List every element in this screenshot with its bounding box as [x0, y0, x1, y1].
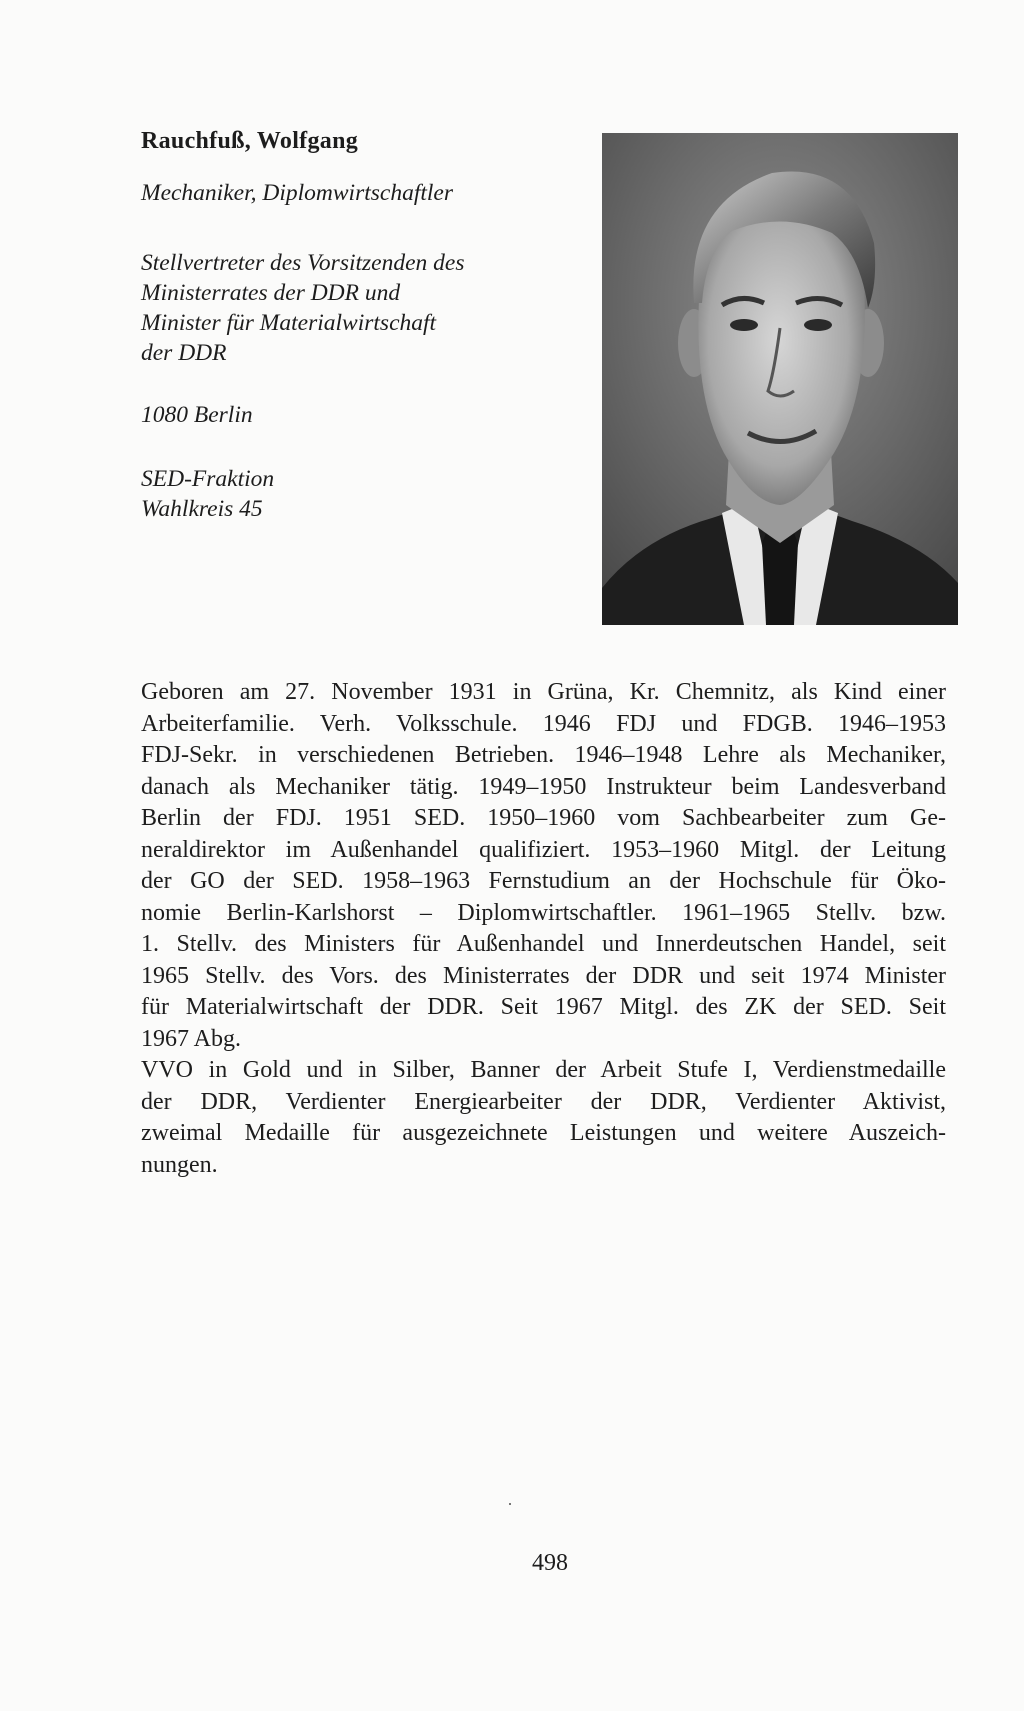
bio-line: 1. Stellv. des Ministers für Außenhandel und Innerdeutschen Handel, seit — [141, 931, 946, 957]
bio-line: neraldirektor im Außenhandel qualifiziert. 1953–1960 Mitgl. der Leitung — [141, 836, 946, 863]
position-block — [141, 248, 465, 368]
portrait-photo-icon — [602, 133, 958, 625]
bio-line: nomie Berlin-Karlshorst – Diplomwirtschaftler. 1961–1965 Stellv. bzw. — [141, 899, 946, 926]
bio-line: Arbeiterfamilie. Verh. Volksschule. 1946 FDJ und FDGB. 1946–1953 — [141, 710, 946, 737]
awards-line: zweimal Medaille für ausgezeichnete Leistungen und weitere Auszeich- — [141, 1120, 946, 1146]
bio-line: danach als Mechaniker tätig. 1949–1950 Instrukteur beim Landesverband — [141, 773, 946, 800]
bio-line: FDJ-Sekr. in verschiedenen Betrieben. 1946–1948 Lehre als Mechaniker, — [141, 742, 946, 768]
awards-line: der DDR, Verdienter Energiearbeiter der DDR, Verdienter Aktivist, — [141, 1088, 946, 1115]
bio-line: Geboren am 27. November 1931 in Grüna, Kr. Chemnitz, als Kind einer — [141, 679, 946, 705]
awards-line: VVO in Gold und in Silber, Banner der Arbeit Stufe I, Verdienstmedaille — [141, 1057, 946, 1083]
affiliation-block — [141, 464, 274, 524]
awards-line: nungen. — [141, 1151, 218, 1178]
entry-name: Rauchfuß, Wolfgang — [141, 128, 359, 154]
bio-line: der GO der SED. 1958–1963 Fernstudium an der Hochschule für Öko- — [141, 868, 946, 894]
bio-line: für Materialwirtschaft der DDR. Seit 1967 Mitgl. des ZK der SED. Seit — [141, 994, 946, 1020]
position-line: Ministerrates der DDR und — [141, 280, 401, 306]
biography — [141, 677, 946, 1181]
position-line: Minister für Materialwirtschaft — [141, 310, 437, 336]
bio-line: Berlin der FDJ. 1951 SED. 1950–1960 vom Sachbearbeiter zum Ge- — [141, 805, 946, 831]
residence: 1080 Berlin — [141, 402, 253, 428]
position-line: der DDR — [141, 340, 227, 366]
page-number: 498 — [532, 1550, 568, 1576]
bio-line: 1967 Abg. — [141, 1025, 242, 1052]
profession: Mechaniker, Diplomwirtschaftler — [141, 180, 453, 206]
position-line: Stellvertreter des Vorsitzenden des — [141, 250, 465, 276]
bio-line: 1965 Stellv. des Vors. des Ministerrates der DDR und seit 1974 Minister — [141, 962, 946, 989]
constituency: Wahlkreis 45 — [141, 496, 263, 522]
faction: SED-Fraktion — [141, 466, 275, 492]
print-speck — [509, 1503, 511, 1505]
